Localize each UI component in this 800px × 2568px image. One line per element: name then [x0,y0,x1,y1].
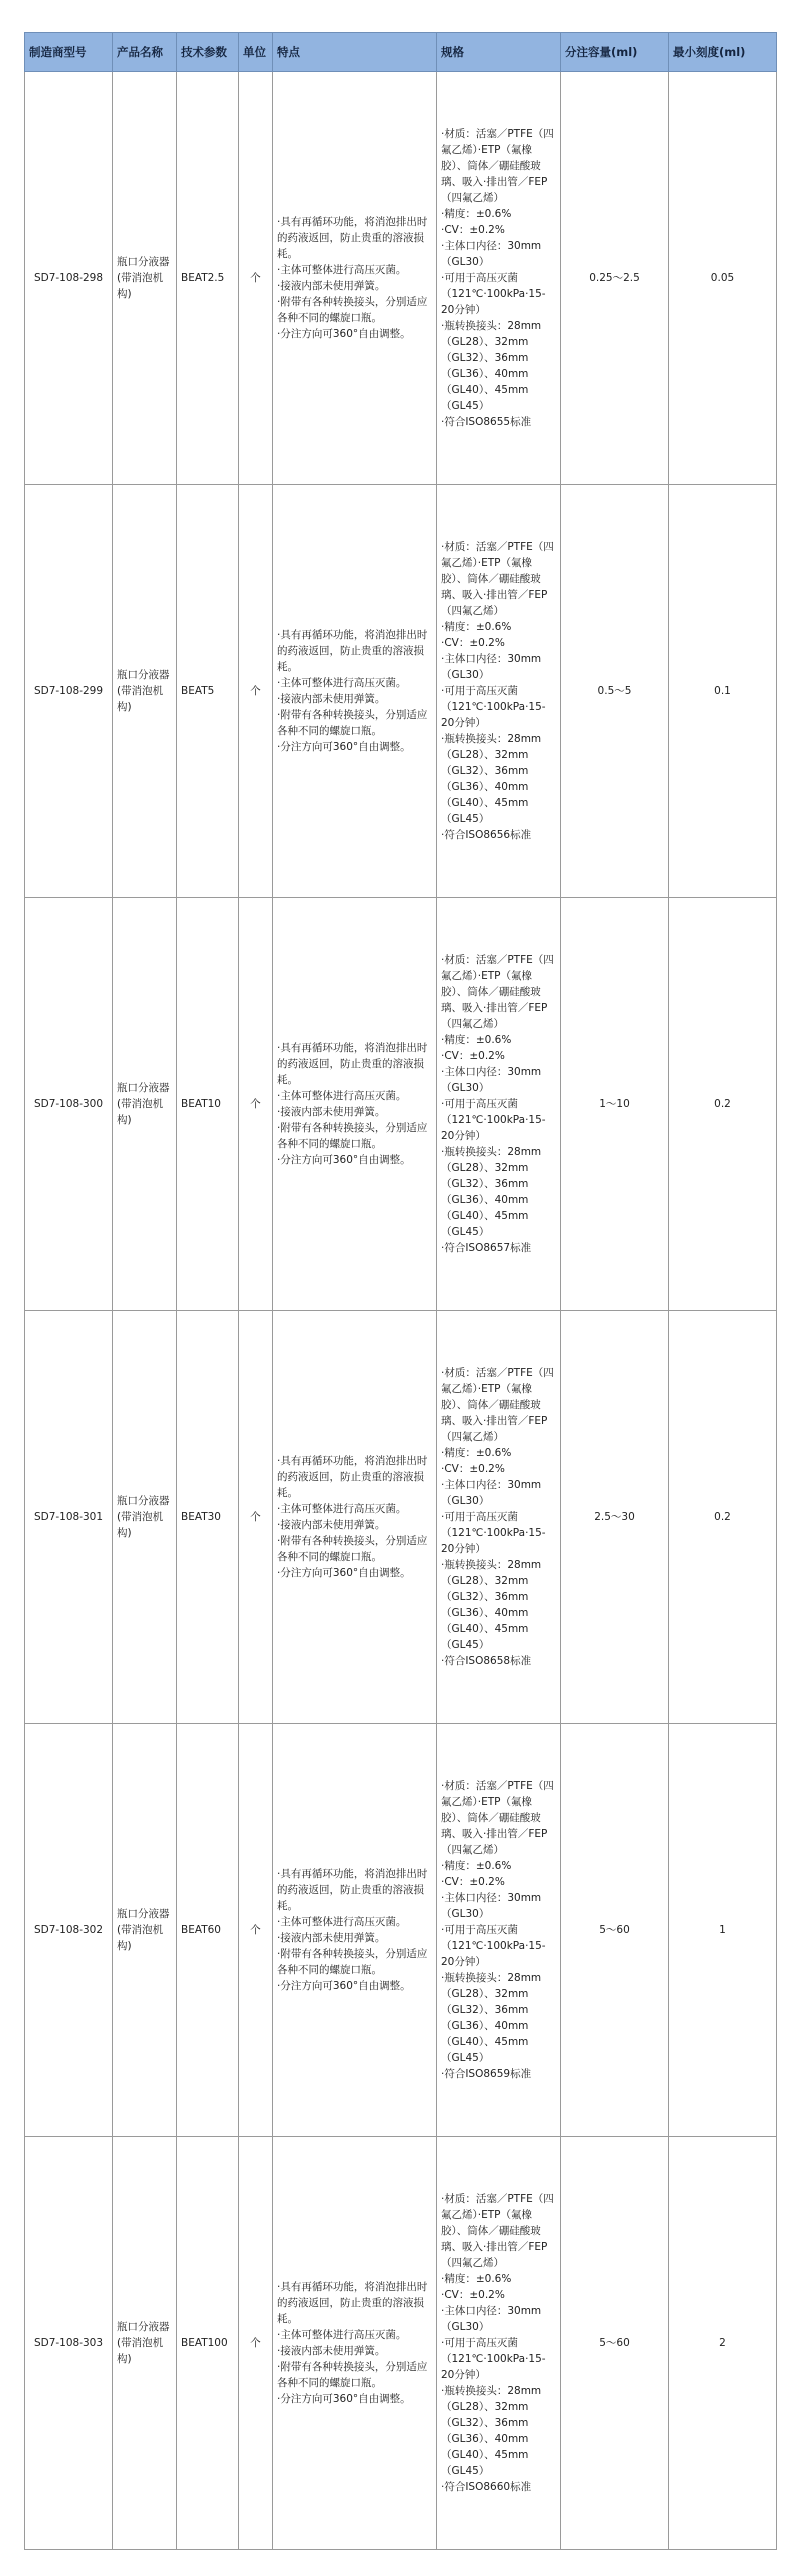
header-features: 特点 [273,33,437,72]
cell-product-name: 瓶口分液器(带消泡机构) [113,72,177,485]
spec-line: ·可用于高压灭菌（121℃·100kPa·15-20分钟） [441,1511,546,1555]
spec-line: ·瓶转换接头：28mm（GL28）、32mm（GL32）、36mm（GL36）、40mm（GL40）、45mm（GL45） [441,733,542,825]
header-min-scale: 最小刻度(ml) [669,33,777,72]
header-volume: 分注容量(ml) [561,33,669,72]
spec-line: ·符合ISO8656标准 [441,829,532,841]
spec-line: ·CV：±0.2% [441,637,505,649]
spec-line: ·符合ISO8655标准 [441,416,532,428]
cell-unit: 个 [239,485,273,898]
feature-line: ·具有再循环功能，将消泡排出时的药液返回，防止贵重的溶液损耗。 [277,1042,428,1086]
cell-model: SD7-108-303 [25,2137,113,2550]
feature-line: ·附带有各种转换接头，分别适应各种不同的螺旋口瓶。 [277,1122,428,1150]
cell-spec [437,485,561,898]
cell-features [273,72,437,485]
cell-spec [437,1311,561,1724]
feature-line: ·主体可整体进行高压灭菌。 [277,1090,407,1102]
cell-unit: 个 [239,1311,273,1724]
spec-line: ·主体口内径：30mm（GL30） [441,2305,542,2333]
spec-line: ·精度：±0.6% [441,621,512,633]
cell-tech-param: BEAT60 [177,1724,239,2137]
spec-line: ·符合ISO8657标准 [441,1242,532,1254]
spec-line: ·精度：±0.6% [441,1447,512,1459]
table-row [25,898,777,1311]
cell-tech-param: BEAT5 [177,485,239,898]
feature-line: ·附带有各种转换接头，分别适应各种不同的螺旋口瓶。 [277,709,428,737]
cell-tech-param: BEAT10 [177,898,239,1311]
cell-volume: 5～60 [561,1724,669,2137]
cell-volume: 0.5～5 [561,485,669,898]
table-row [25,485,777,898]
cell-tech-param: BEAT30 [177,1311,239,1724]
table-row [25,72,777,485]
cell-volume: 5～60 [561,2137,669,2550]
feature-line: ·具有再循环功能，将消泡排出时的药液返回，防止贵重的溶液损耗。 [277,1868,428,1912]
spec-line: ·CV：±0.2% [441,224,505,236]
spec-line: ·主体口内径：30mm（GL30） [441,240,542,268]
cell-product-name: 瓶口分液器(带消泡机构) [113,1311,177,1724]
feature-line: ·具有再循环功能，将消泡排出时的药液返回，防止贵重的溶液损耗。 [277,629,428,673]
feature-line: ·具有再循环功能，将消泡排出时的药液返回，防止贵重的溶液损耗。 [277,1455,428,1499]
header-tech-param: 技术参数 [177,33,239,72]
cell-unit: 个 [239,72,273,485]
spec-line: ·可用于高压灭菌（121℃·100kPa·15-20分钟） [441,272,546,316]
spec-line: ·精度：±0.6% [441,1034,512,1046]
spec-line: ·符合ISO8658标准 [441,1655,532,1667]
feature-line: ·分注方向可360°自由调整。 [277,1154,411,1166]
cell-model: SD7-108-302 [25,1724,113,2137]
cell-model: SD7-108-301 [25,1311,113,1724]
cell-features [273,1724,437,2137]
feature-line: ·附带有各种转换接头，分别适应各种不同的螺旋口瓶。 [277,2361,428,2389]
cell-spec [437,2137,561,2550]
table-row [25,1311,777,1724]
cell-features [273,485,437,898]
feature-line: ·分注方向可360°自由调整。 [277,2393,411,2405]
feature-line: ·附带有各种转换接头，分别适应各种不同的螺旋口瓶。 [277,1535,428,1563]
spec-line: ·瓶转换接头：28mm（GL28）、32mm（GL32）、36mm（GL36）、40mm（GL40）、45mm（GL45） [441,1559,542,1651]
cell-unit: 个 [239,1724,273,2137]
cell-unit: 个 [239,2137,273,2550]
spec-line: ·可用于高压灭菌（121℃·100kPa·15-20分钟） [441,1924,546,1968]
feature-line: ·主体可整体进行高压灭菌。 [277,1916,407,1928]
feature-line: ·附带有各种转换接头，分别适应各种不同的螺旋口瓶。 [277,296,428,324]
feature-line: ·接液内部未使用弹簧。 [277,2345,386,2357]
spec-line: ·可用于高压灭菌（121℃·100kPa·15-20分钟） [441,1098,546,1142]
spec-line: ·材质：活塞／PTFE（四氟乙烯）·ETP（氟橡胶）、筒体／硼硅酸玻璃、吸入·排出管／FEP（四氟乙烯） [441,2193,554,2269]
spec-line: ·CV：±0.2% [441,2289,505,2301]
spec-line: ·主体口内径：30mm（GL30） [441,1892,542,1920]
cell-min-scale: 2 [669,2137,777,2550]
feature-line: ·接液内部未使用弹簧。 [277,1932,386,1944]
feature-line: ·具有再循环功能，将消泡排出时的药液返回，防止贵重的溶液损耗。 [277,216,428,260]
table-row [25,2137,777,2550]
spec-line: ·瓶转换接头：28mm（GL28）、32mm（GL32）、36mm（GL36）、40mm（GL40）、45mm（GL45） [441,1146,542,1238]
cell-min-scale: 0.1 [669,485,777,898]
cell-tech-param: BEAT2.5 [177,72,239,485]
spec-line: ·精度：±0.6% [441,1860,512,1872]
spec-line: ·CV：±0.2% [441,1876,505,1888]
feature-line: ·分注方向可360°自由调整。 [277,328,411,340]
spec-line: ·主体口内径：30mm（GL30） [441,653,542,681]
spec-line: ·瓶转换接头：28mm（GL28）、32mm（GL32）、36mm（GL36）、40mm（GL40）、45mm（GL45） [441,320,542,412]
spec-line: ·材质：活塞／PTFE（四氟乙烯）·ETP（氟橡胶）、筒体／硼硅酸玻璃、吸入·排出管／FEP（四氟乙烯） [441,541,554,617]
cell-spec [437,898,561,1311]
feature-line: ·具有再循环功能，将消泡排出时的药液返回，防止贵重的溶液损耗。 [277,2281,428,2325]
cell-unit: 个 [239,898,273,1311]
header-spec: 规格 [437,33,561,72]
feature-line: ·接液内部未使用弹簧。 [277,280,386,292]
cell-features [273,1311,437,1724]
cell-model: SD7-108-298 [25,72,113,485]
feature-line: ·分注方向可360°自由调整。 [277,1980,411,1992]
cell-min-scale: 0.2 [669,1311,777,1724]
spec-line: ·符合ISO8659标准 [441,2068,532,2080]
cell-min-scale: 0.2 [669,898,777,1311]
feature-line: ·主体可整体进行高压灭菌。 [277,1503,407,1515]
feature-line: ·主体可整体进行高压灭菌。 [277,677,407,689]
spec-line: ·CV：±0.2% [441,1463,505,1475]
cell-min-scale: 0.05 [669,72,777,485]
table-body [25,72,777,2550]
header-model: 制造商型号 [25,33,113,72]
spec-line: ·CV：±0.2% [441,1050,505,1062]
spec-line: ·可用于高压灭菌（121℃·100kPa·15-20分钟） [441,685,546,729]
table-header-row [25,33,777,72]
cell-product-name: 瓶口分液器(带消泡机构) [113,1724,177,2137]
cell-product-name: 瓶口分液器(带消泡机构) [113,2137,177,2550]
cell-model: SD7-108-300 [25,898,113,1311]
cell-volume: 1～10 [561,898,669,1311]
spec-line: ·精度：±0.6% [441,2273,512,2285]
cell-features [273,898,437,1311]
table-row [25,1724,777,2137]
feature-line: ·接液内部未使用弹簧。 [277,1106,386,1118]
feature-line: ·附带有各种转换接头，分别适应各种不同的螺旋口瓶。 [277,1948,428,1976]
spec-line: ·材质：活塞／PTFE（四氟乙烯）·ETP（氟橡胶）、筒体／硼硅酸玻璃、吸入·排出管／FEP（四氟乙烯） [441,1780,554,1856]
spec-line: ·主体口内径：30mm（GL30） [441,1479,542,1507]
feature-line: ·接液内部未使用弹簧。 [277,693,386,705]
spec-line: ·瓶转换接头：28mm（GL28）、32mm（GL32）、36mm（GL36）、40mm（GL40）、45mm（GL45） [441,2385,542,2477]
cell-min-scale: 1 [669,1724,777,2137]
spec-line: ·符合ISO8660标准 [441,2481,532,2493]
cell-spec [437,72,561,485]
cell-product-name: 瓶口分液器(带消泡机构) [113,898,177,1311]
spec-line: ·材质：活塞／PTFE（四氟乙烯）·ETP（氟橡胶）、筒体／硼硅酸玻璃、吸入·排出管／FEP（四氟乙烯） [441,954,554,1030]
feature-line: ·分注方向可360°自由调整。 [277,741,411,753]
spec-line: ·材质：活塞／PTFE（四氟乙烯）·ETP（氟橡胶）、筒体／硼硅酸玻璃、吸入·排出管／FEP（四氟乙烯） [441,1367,554,1443]
cell-volume: 2.5～30 [561,1311,669,1724]
feature-line: ·主体可整体进行高压灭菌。 [277,264,407,276]
spec-line: ·瓶转换接头：28mm（GL28）、32mm（GL32）、36mm（GL36）、40mm（GL40）、45mm（GL45） [441,1972,542,2064]
cell-volume: 0.25～2.5 [561,72,669,485]
spec-line: ·主体口内径：30mm（GL30） [441,1066,542,1094]
cell-model: SD7-108-299 [25,485,113,898]
header-unit: 单位 [239,33,273,72]
feature-line: ·接液内部未使用弹簧。 [277,1519,386,1531]
spec-line: ·材质：活塞／PTFE（四氟乙烯）·ETP（氟橡胶）、筒体／硼硅酸玻璃、吸入·排出管／FEP（四氟乙烯） [441,128,554,204]
spec-line: ·可用于高压灭菌（121℃·100kPa·15-20分钟） [441,2337,546,2381]
header-product-name: 产品名称 [113,33,177,72]
cell-product-name: 瓶口分液器(带消泡机构) [113,485,177,898]
cell-spec [437,1724,561,2137]
product-spec-table [24,32,777,2550]
cell-tech-param: BEAT100 [177,2137,239,2550]
feature-line: ·分注方向可360°自由调整。 [277,1567,411,1579]
spec-line: ·精度：±0.6% [441,208,512,220]
cell-features [273,2137,437,2550]
feature-line: ·主体可整体进行高压灭菌。 [277,2329,407,2341]
